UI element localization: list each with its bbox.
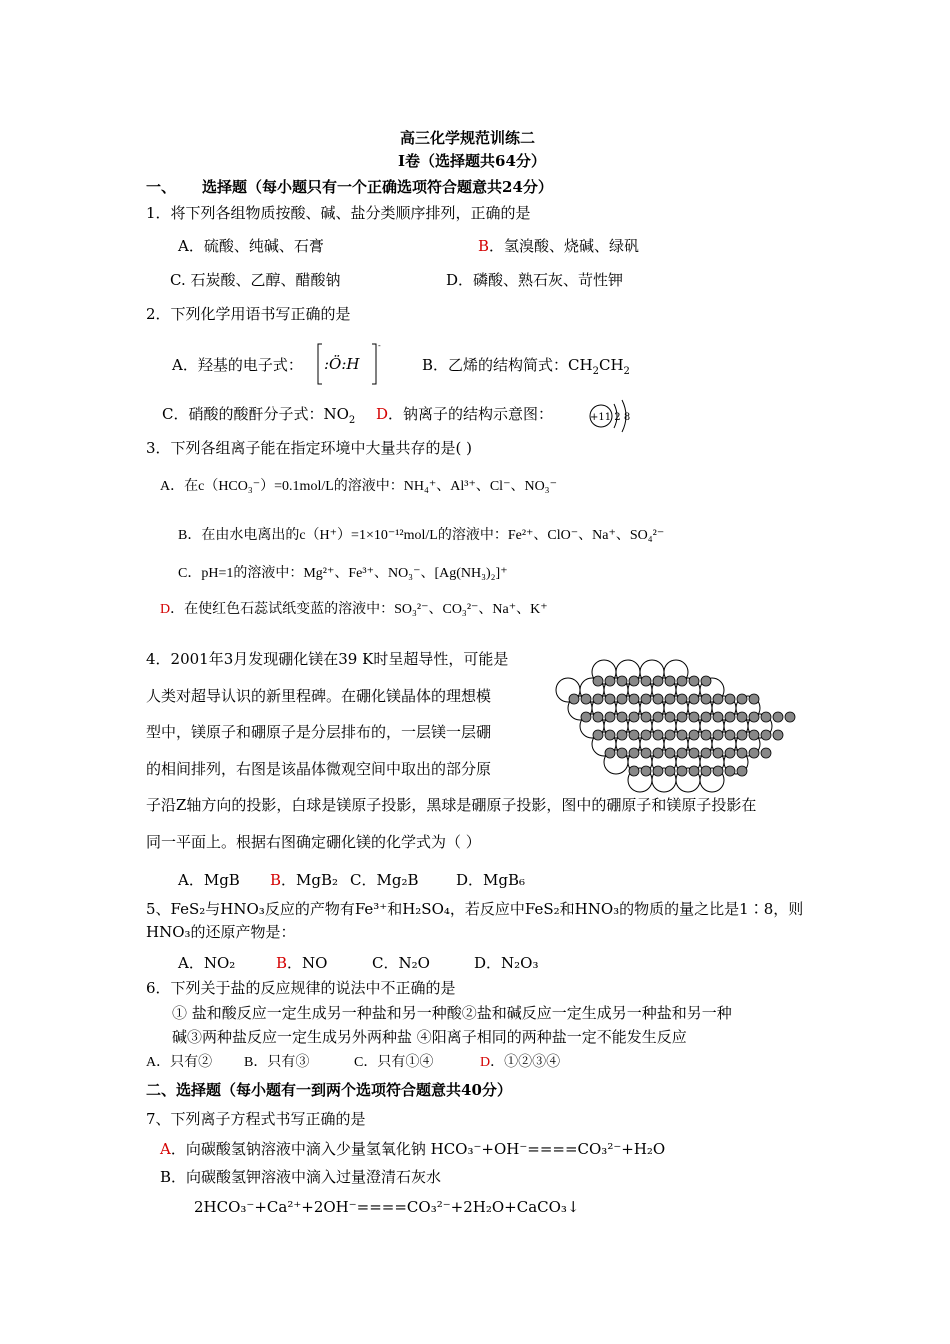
boron-atom	[605, 730, 615, 740]
boron-atom	[689, 712, 699, 722]
section-2-heading: 二、选择题（每小题有一到两个选项符合题意共40分）	[146, 1081, 512, 1099]
boron-atom	[773, 730, 783, 740]
boron-atom	[689, 694, 699, 704]
q2-c-text: C．硝酸的酸酐分子式：NO	[162, 405, 349, 423]
q7-option-a	[160, 1139, 665, 1159]
q2-option-a: A．羟基的电子式：	[172, 356, 303, 374]
q6-line-2: 碱③两种盐反应一定生成另外两种盐 ④阳离子相同的两种盐一定不能发生反应	[172, 1028, 687, 1046]
boron-atom	[677, 748, 687, 758]
q2-d-letter: D	[376, 405, 389, 423]
boron-atom	[617, 694, 627, 704]
boron-atom	[677, 694, 687, 704]
boron-atom	[629, 694, 639, 704]
boron-atom	[629, 730, 639, 740]
boron-atom	[593, 730, 603, 740]
q3-d-letter: D	[160, 602, 171, 617]
q7-option-b-equation: 2HCO₃⁻+Ca²⁺+2OH⁻====CO₃²⁻+2H₂O+CaCO₃↓	[194, 1198, 580, 1216]
q5-line-1: 5、FeS₂与HNO₃反应的产物有Fe³⁺和H₂SO₄，若反应中FeS₂和HNO₃的物质的量之比是1∶8，则	[146, 900, 804, 918]
q5-b-letter: B	[276, 954, 288, 972]
boron-atom	[713, 712, 723, 722]
boron-atom	[593, 712, 603, 722]
boron-atom	[653, 766, 663, 776]
boron-atom	[689, 676, 699, 686]
q6-line-1: ① 盐和酸反应一定生成另一种盐和另一种酸②盐和碱反应一定生成另一种盐和另一种	[172, 1004, 732, 1022]
boron-atom	[665, 730, 675, 740]
boron-atom	[725, 712, 735, 722]
sodium-ion-diagram	[586, 398, 634, 434]
boron-atom	[713, 694, 723, 704]
boron-atom	[593, 694, 603, 704]
boron-atom	[641, 676, 651, 686]
q7-stem: 7、下列离子方程式书写正确的是	[146, 1110, 366, 1128]
boron-atom	[749, 694, 759, 704]
q4-option-a: A．MgB	[178, 871, 240, 889]
q2-option-d	[376, 404, 553, 424]
boron-atom	[665, 712, 675, 722]
boron-atom	[689, 730, 699, 740]
boron-atom	[713, 766, 723, 776]
boron-atom	[701, 766, 711, 776]
boron-atom	[653, 694, 663, 704]
boron-atom	[677, 730, 687, 740]
svg-text:-: -	[378, 341, 381, 350]
boron-atom	[737, 766, 747, 776]
q2-option-b	[422, 355, 630, 375]
q4-option-d: D．MgB₆	[456, 871, 526, 889]
q1-option-a: A．硫酸、纯碱、石膏	[178, 237, 324, 255]
q2-stem: 2．下列化学用语书写正确的是	[146, 305, 351, 323]
q5-option-a: A．NO₂	[178, 954, 236, 972]
q2-c-sub: 2	[348, 415, 356, 426]
q3-option-d	[160, 600, 548, 620]
boron-atom	[605, 748, 615, 758]
boron-atom	[785, 712, 795, 722]
q2-b-sub1: 2	[592, 366, 599, 377]
boron-atom	[641, 712, 651, 722]
q4-line-2: 人类对超导认识的新里程碑。在硼化镁晶体的理想模	[146, 687, 492, 705]
boron-atom	[641, 748, 651, 758]
boron-atom	[605, 694, 615, 704]
boron-atom	[665, 676, 675, 686]
q7-a-text: ．向碳酸氢钠溶液中滴入少量氢氧化钠 HCO₃⁻+OH⁻====CO₃²⁻+H₂O	[170, 1140, 666, 1158]
q5-option-c: C．N₂O	[372, 954, 430, 972]
q7-a-letter: A	[160, 1140, 171, 1158]
boron-atom	[701, 712, 711, 722]
boron-atom	[569, 694, 579, 704]
boron-atom	[653, 748, 663, 758]
boron-atom	[629, 766, 639, 776]
boron-atom	[725, 694, 735, 704]
boron-atom	[617, 676, 627, 686]
q1-option-c: C. 石炭酸、乙醇、醋酸钠	[170, 271, 341, 289]
boron-atom	[653, 676, 663, 686]
boron-atom	[641, 730, 651, 740]
q3-option-a: A．在c（HCO₃⁻）=0.1mol/L的溶液中：NH₄⁺、Al³⁺、Cl⁻、NO₃⁻	[160, 479, 557, 494]
section-1-number: 一、	[146, 178, 177, 196]
hydroxyl-electron-formula	[316, 340, 381, 388]
q6-option-d	[480, 1053, 560, 1073]
q2-b-sub2: 2	[623, 366, 630, 377]
q1-stem: 1．将下列各组物质按酸、碱、盐分类顺序排列，正确的是	[146, 204, 531, 222]
boron-atom	[689, 748, 699, 758]
boron-atom	[725, 766, 735, 776]
boron-atom	[605, 676, 615, 686]
boron-atom	[641, 694, 651, 704]
q4-line-1: 4．2001年3月发现硼化镁在39 K时呈超导性，可能是	[146, 650, 509, 668]
boron-atom	[713, 748, 723, 758]
q2-b-mid: CH	[598, 356, 624, 374]
q2-d-text: ．钠离子的结构示意图：	[388, 405, 554, 423]
q2-option-c	[162, 404, 355, 424]
q1-option-d: D．磷酸、熟石灰、苛性钾	[446, 271, 624, 289]
boron-atom	[749, 730, 759, 740]
q3-stem: 3．下列各组离子能在指定环境中大量共存的是( )	[146, 439, 473, 457]
boron-atom	[677, 676, 687, 686]
boron-atom	[761, 748, 771, 758]
boron-atom	[749, 748, 759, 758]
q3-option-c: C．pH=1的溶液中：Mg²⁺、Fe³⁺、NO₃⁻、[Ag(NH₃)₂]⁺	[178, 566, 508, 581]
boron-atom	[605, 712, 615, 722]
page-subtitle: Ⅰ卷（选择题共64分）	[398, 152, 546, 170]
boron-atom	[701, 676, 711, 686]
q3-d-text: ．在使红色石蕊试纸变蓝的溶液中：SO₃²⁻、CO₃²⁻、Na⁺、K⁺	[170, 602, 548, 617]
boron-atom	[773, 712, 783, 722]
boron-atom	[737, 748, 747, 758]
boron-atom	[677, 766, 687, 776]
boron-atom	[653, 712, 663, 722]
q6-d-letter: D	[480, 1055, 491, 1070]
boron-atom	[629, 712, 639, 722]
q2-b-text: B．乙烯的结构简式：CH	[422, 356, 593, 374]
q5-option-b	[276, 953, 327, 973]
q3-option-b: B．在由水电离出的c（H⁺）=1×10⁻¹²mol/L的溶液中：Fe²⁺、ClO⁻、Na⁺、SO₄²⁻	[178, 528, 665, 543]
q6-stem: 6．下列关于盐的反应规律的说法中不正确的是	[146, 979, 456, 997]
boron-atom	[629, 676, 639, 686]
boron-atom	[701, 694, 711, 704]
boron-atom	[581, 712, 591, 722]
boron-atom	[689, 766, 699, 776]
boron-atom	[617, 712, 627, 722]
q4-line-4: 的相间排列，右图是该晶体微观空间中取出的部分原	[146, 760, 492, 778]
q1-option-b	[478, 236, 639, 256]
q4-b-text: ．MgB₂	[281, 871, 339, 889]
boron-atom	[737, 712, 747, 722]
boron-atom	[665, 766, 675, 776]
q5-line-2: HNO₃的还原产物是：	[146, 923, 296, 941]
section-1-heading: 选择题（每小题只有一个正确选项符合题意共24分）	[202, 178, 553, 196]
boron-atom	[761, 730, 771, 740]
q1-option-b-text: ．氢溴酸、烧碱、绿矾	[489, 237, 640, 255]
q4-line-5: 子沿Z轴方向的投影，白球是镁原子投影，黑球是硼原子投影，图中的硼原子和镁原子投影在	[146, 796, 757, 814]
boron-atom	[737, 694, 747, 704]
boron-atom	[593, 676, 603, 686]
q1-option-b-letter: B	[478, 237, 490, 255]
q4-option-b	[270, 870, 338, 890]
boron-atom	[701, 748, 711, 758]
boron-atom	[677, 712, 687, 722]
q5-option-d: D．N₂O₃	[474, 954, 539, 972]
q6-option-a: A．只有②	[146, 1055, 213, 1070]
electron-formula-text: :Ö:H	[324, 355, 360, 373]
sodium-ion-diagram-label: +11 2 8	[590, 412, 631, 423]
boron-atom	[653, 730, 663, 740]
q6-option-b: B．只有③	[244, 1055, 310, 1070]
q4-line-6: 同一平面上。根据右图确定硼化镁的化学式为（ ）	[146, 833, 481, 851]
boron-atom	[641, 766, 651, 776]
q7-option-b: B．向碳酸氢钾溶液中滴入过量澄清石灰水	[160, 1168, 442, 1186]
q5-b-text: ．NO	[287, 954, 328, 972]
mgb2-crystal-projection	[552, 656, 802, 780]
boron-atom	[749, 712, 759, 722]
boron-atom	[617, 748, 627, 758]
boron-atom	[701, 730, 711, 740]
boron-atom	[665, 748, 675, 758]
boron-atom	[737, 730, 747, 740]
boron-atom	[581, 694, 591, 704]
q6-option-c: C．只有①④	[354, 1055, 434, 1070]
boron-atom	[725, 730, 735, 740]
q4-line-3: 型中，镁原子和硼原子是分层排布的，一层镁一层硼	[146, 723, 492, 741]
boron-atom	[713, 730, 723, 740]
boron-atom	[665, 694, 675, 704]
page-title: 高三化学规范训练二	[400, 129, 536, 147]
q4-option-c: C．Mg₂B	[350, 871, 419, 889]
q4-b-letter: B	[270, 871, 282, 889]
q6-d-text: ．①②③④	[490, 1055, 561, 1070]
boron-atom	[629, 748, 639, 758]
boron-atom	[617, 730, 627, 740]
boron-atom	[761, 712, 771, 722]
boron-atom	[725, 748, 735, 758]
